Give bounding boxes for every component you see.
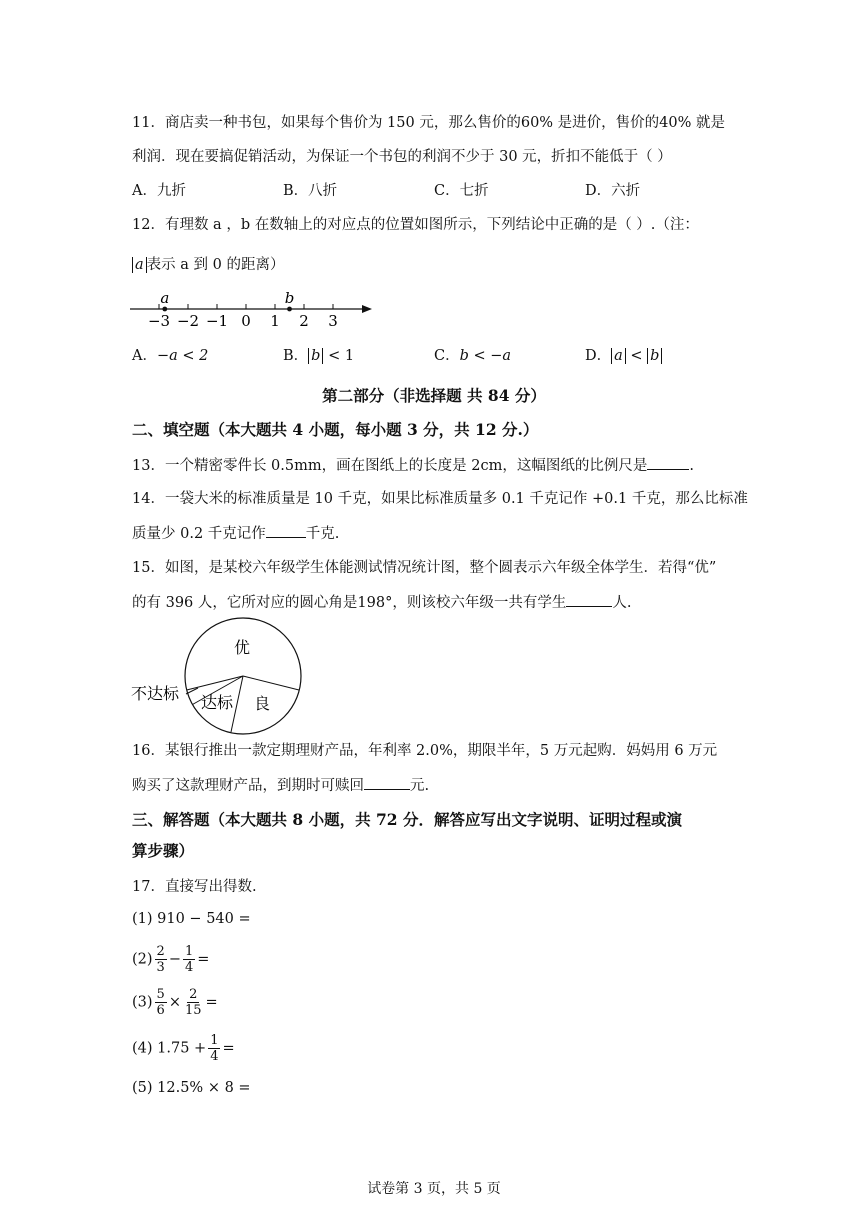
q17-p2-num: (2) (132, 951, 153, 968)
q12-option-a-expr: −a < 2 (156, 348, 209, 364)
q12-option-c-label: C． (434, 348, 460, 364)
section2-title: 二、填空题（本大题共 4 小题，每小题 3 分，共 12 分.） (132, 420, 539, 439)
q13-blank (647, 455, 689, 470)
q11-option-a: A．九折 (132, 183, 186, 199)
q13-end: . (689, 458, 694, 474)
operator: − (168, 951, 181, 968)
q14-blank (266, 523, 306, 538)
q11-line1: 11．商店卖一种书包，如果每个售价为 150 元，那么售价的60% 是进价，售价的40% 就是 (132, 115, 726, 131)
operator: × (168, 994, 181, 1011)
number-line-arrow (362, 305, 372, 313)
number-line-point-b (287, 307, 292, 312)
q11-line2: 利润．现在要搞促销活动，为保证一个书包的利润不少于 30 元，折扣不能低于（ ） (132, 149, 672, 165)
q12-option-b-label: B． (283, 348, 309, 364)
q12-option-a-label: A． (132, 348, 157, 364)
q17-title: 17．直接写出得数. (132, 879, 257, 895)
fraction (155, 987, 167, 1018)
q17-p3-num: (3) (132, 994, 153, 1011)
abs-a: a (132, 257, 147, 273)
number-line-tick-label: 2 (299, 312, 309, 330)
section3-title-line1: 三、解答题（本大题共 8 小题，共 72 分．解答应写出文字说明、证明过程或演 (132, 810, 682, 829)
number-line-points (160, 290, 294, 311)
number-line (128, 290, 378, 332)
number-line-tick-label: −2 (176, 312, 200, 330)
q16-line2 (132, 775, 429, 796)
q16-line1: 16．某银行推出一款定期理财产品，年利率 2.0%，期限半年，5 万元起购．妈妈用 6 万元 (132, 743, 718, 759)
q15-line2 (132, 592, 631, 613)
fraction (155, 944, 167, 975)
q12-line2 (132, 255, 284, 275)
q12-option-d (585, 346, 662, 366)
q11-option-b: B．八折 (283, 183, 338, 199)
q16-line2-end: 元. (410, 778, 430, 794)
q17-p5: (5) 12.5% × 8 = (132, 1080, 251, 1096)
q14-line1: 14．一袋大米的标准质量是 10 千克，如果比标准质量多 0.1 千克记作 +0.1 千克，那么比标准 (132, 491, 748, 507)
pie-figure (128, 614, 318, 746)
q12-option-d-abs-a: a (611, 348, 626, 364)
q17-p3 (132, 987, 218, 1018)
number-line-tick-label: 3 (328, 312, 338, 330)
numerator: 1 (184, 944, 194, 959)
pie-radius-1 (187, 676, 243, 690)
q15-blank (566, 592, 612, 607)
numerator: 2 (189, 987, 198, 1002)
number-line-point-a-label: a (160, 290, 170, 307)
q12-line2-text: 表示 a 到 0 的距离） (146, 257, 285, 273)
q13 (132, 455, 694, 476)
q12-option-d-mid: < (630, 348, 643, 364)
number-line-ticks (148, 304, 338, 330)
q15-line1: 15．如图，是某校六年级学生体能测试情况统计图，整个圆表示六年级全体学生．若得“优” (132, 560, 717, 576)
fraction (183, 987, 204, 1018)
number-line-tick-label: 1 (270, 312, 280, 330)
q14-line2-text: 质量少 0.2 千克记作 (132, 526, 266, 542)
q12-option-b-abs: b (308, 348, 323, 364)
denominator: 6 (156, 1003, 165, 1018)
denominator: 3 (156, 960, 165, 975)
numerator: 5 (156, 987, 165, 1002)
equals: = (197, 951, 210, 968)
denominator: 4 (210, 1049, 219, 1064)
q15-line2-text: 的有 396 人，它所对应的圆心角是198°，则该校六年级一共有学生 (132, 595, 567, 611)
number-line-point-b-label: b (284, 290, 295, 307)
q12-option-a (132, 346, 208, 366)
q15-line2-end: 人. (612, 595, 632, 611)
pie-label-you: 优 (233, 638, 251, 657)
q17-p4-text: (4) 1.75 + (132, 1040, 207, 1057)
q14-line2 (132, 523, 339, 544)
q17-p2 (132, 944, 209, 975)
q12-option-d-label: D． (585, 348, 612, 364)
q12-option-d-abs-b: b (647, 348, 662, 364)
q12-option-b-rest: < 1 (328, 348, 355, 364)
q16-blank (364, 775, 410, 790)
numerator: 1 (210, 1033, 219, 1048)
section3-title-line2: 算步骤） (132, 841, 195, 860)
number-line-tick-label: −1 (205, 312, 229, 330)
fraction (208, 1033, 220, 1064)
q12-option-c-expr: b < −a (459, 348, 512, 364)
denominator: 4 (184, 960, 194, 975)
q12-option-b (283, 346, 354, 366)
part2-title: 第二部分（非选择题 共 84 分） (322, 386, 546, 405)
q17-p4 (132, 1033, 235, 1064)
number-line-point-a (162, 307, 167, 312)
number-line-tick-label: −3 (147, 312, 171, 330)
q11-option-d: D．六折 (585, 183, 641, 199)
denominator: 15 (184, 1003, 202, 1018)
page-footer: 试卷第 3 页，共 5 页 (367, 1181, 501, 1197)
pie-radius-2 (243, 676, 299, 690)
q16-line2-text: 购买了这款理财产品，到期时可赎回 (132, 778, 364, 794)
q11-option-c: C．七折 (434, 183, 489, 199)
q12-option-c (434, 346, 511, 366)
fraction (183, 944, 195, 975)
pie-label-liang: 良 (253, 694, 271, 713)
number-line-tick-label: 0 (241, 312, 251, 330)
q12-line1: 12．有理数 a ，b 在数轴上的对应点的位置如图所示，下列结论中正确的是（ ）.（注： (132, 217, 699, 233)
q17-p1: (1) 910 − 540 = (132, 911, 251, 927)
q13-text: 13．一个精密零件长 0.5mm，画在图纸上的长度是 2cm，这幅图纸的比例尺是 (132, 458, 648, 474)
pie-label-budabiao: 不达标 (131, 684, 180, 703)
equals: = (205, 994, 218, 1011)
equals: = (222, 1040, 235, 1057)
q14-line2-end: 千克. (305, 526, 340, 542)
pie-label-dabiao: 达标 (200, 693, 234, 712)
numerator: 2 (156, 944, 165, 959)
